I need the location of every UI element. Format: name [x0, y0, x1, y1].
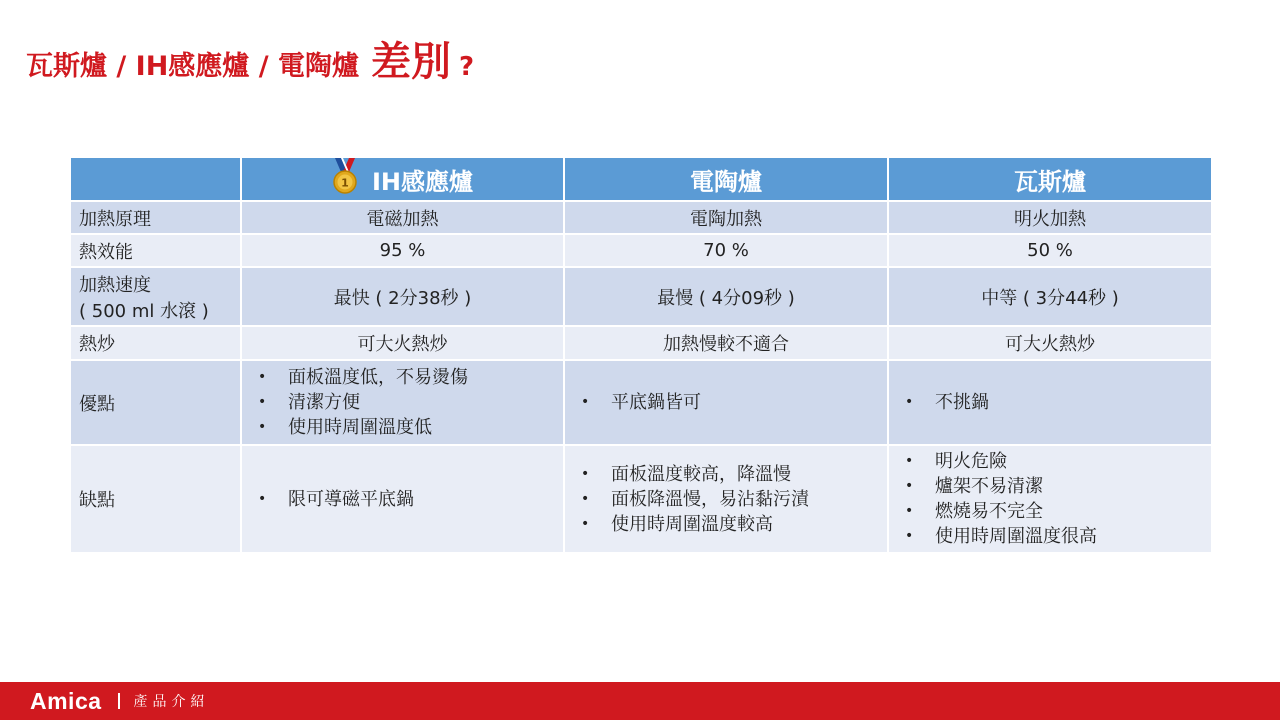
list-item: • 面板溫度較高，降溫慢	[573, 462, 879, 487]
header-ih: 1 IH感應爐	[241, 157, 564, 201]
table-cell: 電磁加熱	[241, 201, 564, 234]
table-row	[70, 267, 1212, 326]
table-cell: 明火加熱	[888, 201, 1212, 234]
table-cell: 最慢 ( 4分09秒 )	[564, 267, 888, 326]
footer-bar	[0, 682, 1280, 720]
row-label: 加熱速度 ( 500 ml 水滾 )	[70, 267, 241, 326]
table-row	[70, 201, 1212, 234]
table-row	[70, 326, 1212, 360]
table-row	[70, 234, 1212, 267]
row-label: 優點	[70, 360, 241, 445]
list-item: • 燃燒易不完全	[897, 499, 1203, 524]
header-gas: 瓦斯爐	[888, 157, 1212, 201]
table-cell: 可大火熱炒	[241, 326, 564, 360]
header-row	[70, 157, 1212, 201]
table-cell	[241, 445, 564, 553]
table-cell: 最快 ( 2分38秒 )	[241, 267, 564, 326]
table-cell	[888, 445, 1212, 553]
row-label: 熱炒	[70, 326, 241, 360]
header-ceramic: 電陶爐	[564, 157, 888, 201]
title-main: 瓦斯爐 / IH感應爐 / 電陶爐	[26, 51, 359, 82]
list-item: • 不挑鍋	[897, 390, 1203, 415]
table-row	[70, 445, 1212, 553]
medal-icon	[332, 158, 358, 200]
list-item: • 使用時周圍溫度較高	[573, 512, 879, 537]
list-item: • 明火危險	[897, 449, 1203, 474]
table-cell: 95 %	[241, 234, 564, 267]
footer-section-label: 產品介紹	[133, 694, 210, 710]
bullet-list	[897, 390, 1203, 415]
list-item: • 面板降溫慢，易沾黏污漬	[573, 487, 879, 512]
bullet-list	[250, 365, 555, 440]
comparison-table	[69, 156, 1213, 554]
table-cell	[241, 360, 564, 445]
row-label: 熱效能	[70, 234, 241, 267]
table-cell	[564, 360, 888, 445]
page-title	[26, 30, 474, 87]
list-item: • 爐架不易清潔	[897, 474, 1203, 499]
table-cell: 50 %	[888, 234, 1212, 267]
title-question: ?	[458, 52, 475, 82]
row-label: 缺點	[70, 445, 241, 553]
list-item: • 使用時周圍溫度很高	[897, 524, 1203, 549]
table-row	[70, 360, 1212, 445]
bullet-list	[573, 462, 879, 537]
bullet-list	[573, 390, 879, 415]
brand-logo: Amica	[30, 687, 102, 714]
table-cell: 電陶加熱	[564, 201, 888, 234]
table-cell	[888, 360, 1212, 445]
list-item: • 使用時周圍溫度低	[250, 415, 555, 440]
title-emphasis: 差別	[370, 39, 451, 85]
table-cell: 可大火熱炒	[888, 326, 1212, 360]
footer-divider	[118, 693, 120, 709]
bullet-list	[897, 449, 1203, 549]
list-item: • 面板溫度低，不易燙傷	[250, 365, 555, 390]
table-cell	[564, 445, 888, 553]
table-cell: 中等 ( 3分44秒 )	[888, 267, 1212, 326]
table-cell: 70 %	[564, 234, 888, 267]
list-item: • 清潔方便	[250, 390, 555, 415]
svg-text:1: 1	[341, 176, 349, 190]
table-cell: 加熱慢較不適合	[564, 326, 888, 360]
bullet-list	[250, 487, 555, 512]
row-label: 加熱原理	[70, 201, 241, 234]
list-item: • 平底鍋皆可	[573, 390, 879, 415]
header-empty	[70, 157, 241, 201]
list-item: • 限可導磁平底鍋	[250, 487, 555, 512]
